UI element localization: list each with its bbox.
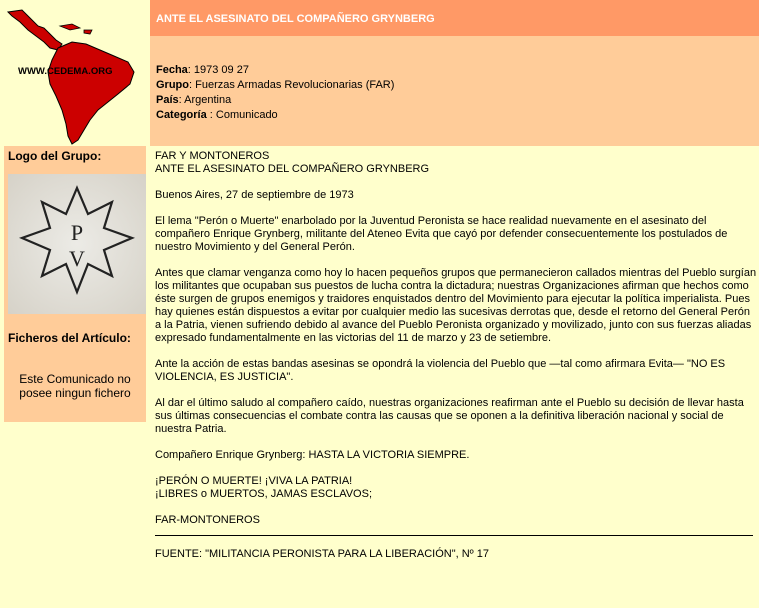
article-paragraph-1: El lema "Perón o Muerte" enarbolado por la Juventud Peronista se hace realidad nuevamente en el asesinato del compañero Enrique Grynberg, militante del Ateneo Evita que cayó por defender consecuentemente los postulados de nuestro Movimiento y del General Perón. [155,215,728,253]
group-logo-image [8,174,146,314]
files-heading: Ficheros del Artículo: [8,331,131,345]
meta-categoria: Categoría : Comunicado [156,109,278,121]
article-paragraph-2: Antes que clamar venganza como hoy lo hacen pequeños grupos que permanecieron callados mientras del Pueblo surgían los militantes que ocupaban sus puestos de lucha contra la dictadura; nuestras Organizaciones afirman que hechos como éste surgen de grupos enemigos y traidores enquistados dentro del Movimiento para ejecutar la política imperialista. Pues hay quienes están dispuestos a evitar por cualquier medio las sucesivas derrotas que, desde el retorno del General Perón a la Patria, vienen sufriendo debido al avance del Pueblo Peronista organizado y movilizado, junto con sus fuerzas aliadas expresado fundamentalmente en las victorias del 11 de marzo y 23 de setiembre. [155,267,757,344]
logo-heading: Logo del Grupo: [8,149,102,163]
sidebar [0,146,150,608]
meta-fecha: Fecha: 1973 09 27 [156,64,249,76]
page-title: ANTE EL ASESINATO DEL COMPAÑERO GRYNBERG [150,0,759,36]
article-heading-1: FAR Y MONTONEROS [155,150,270,162]
logo-text: WWW.CEDEMA.ORG [18,66,113,77]
no-files-message: Este Comunicado no posee ningun fichero [19,372,131,400]
sidebar-panel [4,146,146,422]
divider [155,535,753,536]
article-slogan-2: ¡LIBRES o MUERTOS, JAMAS ESCLAVOS; [155,488,373,500]
site-logo[interactable] [0,0,150,146]
logo-letter-p: P [70,220,84,245]
metadata-box [150,36,759,146]
article-dateline: Buenos Aires, 27 de septiembre de 1973 [155,189,354,201]
article-source: FUENTE: "MILITANCIA PERONISTA PARA LA LIBERACIÓN", Nº 17 [155,548,489,560]
article-slogan-1: ¡PERÓN O MUERTE! ¡VIVA LA PATRIA! [155,475,353,487]
article-heading-2: ANTE EL ASESINATO DEL COMPAÑERO GRYNBERG [155,163,430,175]
group-logo-star-icon [8,174,146,314]
latin-america-map-icon [0,0,150,146]
article-paragraph-4: Al dar el último saludo al compañero caído, nuestras organizaciones reafirman ante el Pueblo su decisión de llevar hasta sus últimas consecuencias el combate contra las causas que se oponen a la definitiva liberación nacional y social de nuestra Patria. [155,397,744,435]
article-paragraph-5: Compañero Enrique Grynberg: HASTA LA VICTORIA SIEMPRE. [155,449,470,461]
article-paragraph-3: Ante la acción de estas bandas asesinas se opondrá la violencia del Pueblo que —tal como afirmara Evita— "NO ES VIOLENCIA, ES JUSTICIA". [155,358,726,383]
logo-letter-v: V [69,246,85,271]
article-signature: FAR-MONTONEROS [155,514,260,526]
article-body [150,146,759,608]
meta-grupo: Grupo: Fuerzas Armadas Revolucionarias (FAR) [156,79,395,91]
meta-pais: País: Argentina [156,94,232,106]
